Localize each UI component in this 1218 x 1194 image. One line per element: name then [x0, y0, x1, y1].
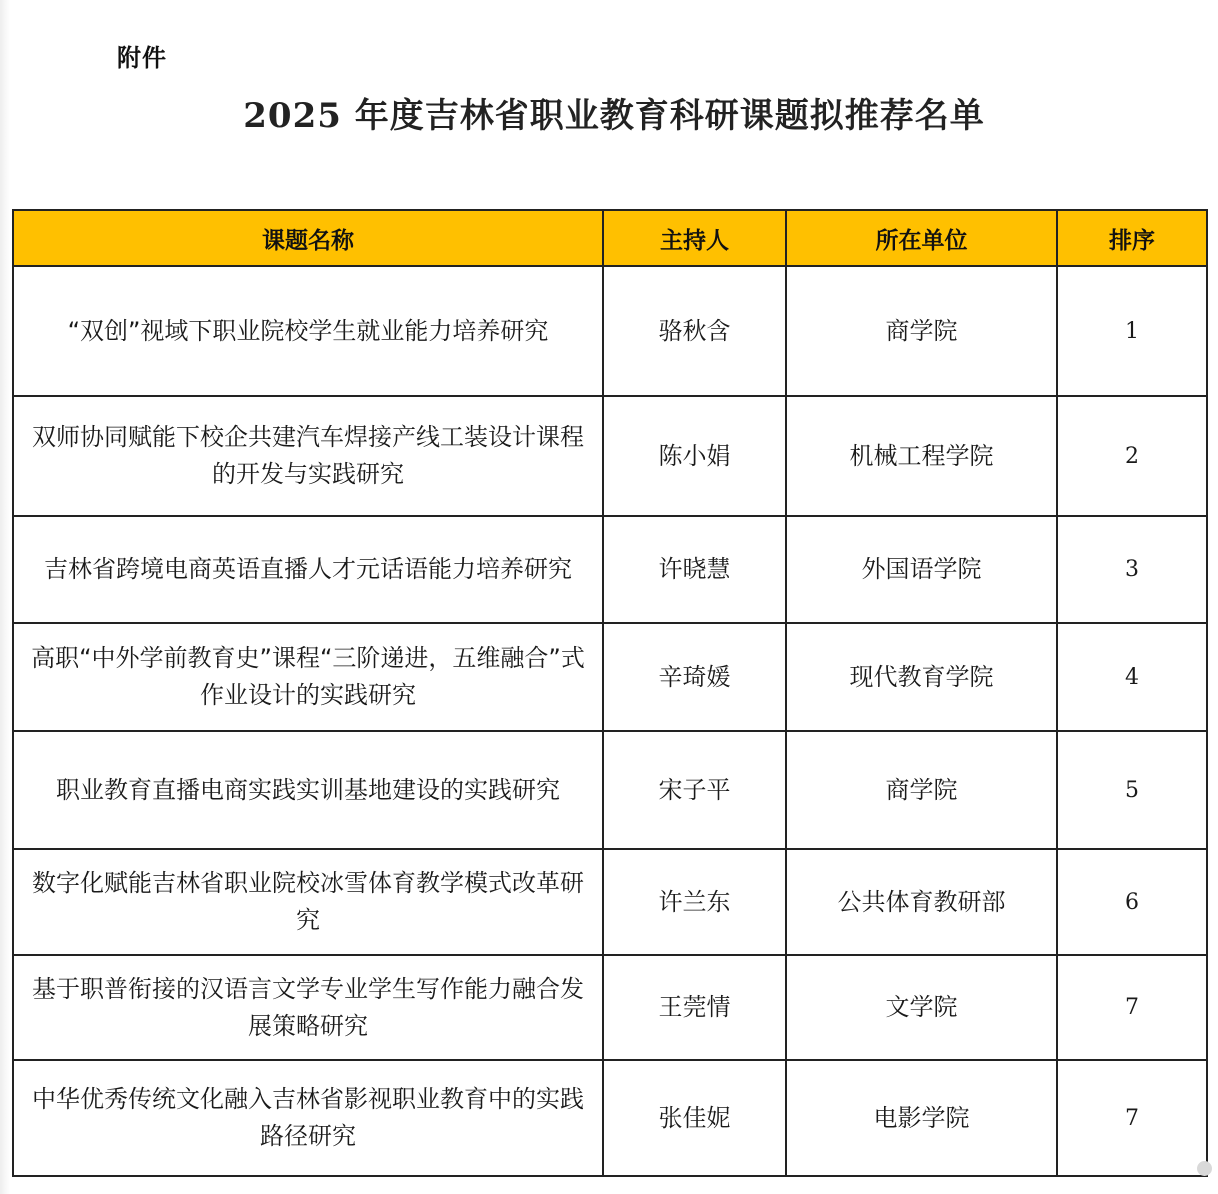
rank-cell: 7 [1057, 955, 1207, 1060]
host-cell: 宋子平 [603, 731, 786, 849]
topic-cell: 职业教育直播电商实践实训基地建设的实践研究 [13, 731, 603, 849]
table-row [13, 849, 1207, 955]
rank-cell: 5 [1057, 731, 1207, 849]
host-cell: 许兰东 [603, 849, 786, 955]
document-title: 2025 年度吉林省职业教育科研课题拟推荐名单 [243, 96, 985, 136]
unit-cell: 公共体育教研部 [786, 849, 1057, 955]
table-row [13, 623, 1207, 731]
rank-cell: 1 [1057, 266, 1207, 396]
host-cell: 骆秋含 [603, 266, 786, 396]
header-host: 主持人 [603, 210, 786, 266]
host-cell: 陈小娟 [603, 396, 786, 516]
unit-cell: 机械工程学院 [786, 396, 1057, 516]
scroll-handle[interactable] [1197, 1161, 1212, 1176]
header-unit: 所在单位 [786, 210, 1057, 266]
topic-cell: 吉林省跨境电商英语直播人才元话语能力培养研究 [13, 516, 603, 623]
unit-cell: 商学院 [786, 266, 1057, 396]
topic-cell: 中华优秀传统文化融入吉林省影视职业教育中的实践路径研究 [13, 1060, 603, 1176]
topic-cell: 数字化赋能吉林省职业院校冰雪体育教学模式改革研究 [13, 849, 603, 955]
rank-cell: 7 [1057, 1060, 1207, 1176]
table-row [13, 266, 1207, 396]
host-cell: 许晓慧 [603, 516, 786, 623]
header-rank: 排序 [1057, 210, 1207, 266]
rank-cell: 4 [1057, 623, 1207, 731]
page-edge-shadow [0, 0, 10, 1194]
rank-cell: 2 [1057, 396, 1207, 516]
rank-cell: 6 [1057, 849, 1207, 955]
unit-cell: 电影学院 [786, 1060, 1057, 1176]
table-header-row [13, 210, 1207, 266]
table-row [13, 396, 1207, 516]
table-row [13, 731, 1207, 849]
host-cell: 张佳妮 [603, 1060, 786, 1176]
recommendation-table [12, 209, 1208, 1177]
topic-cell: 基于职普衔接的汉语言文学专业学生写作能力融合发展策略研究 [13, 955, 603, 1060]
host-cell: 王莞情 [603, 955, 786, 1060]
topic-cell: “双创”视域下职业院校学生就业能力培养研究 [13, 266, 603, 396]
table-row [13, 955, 1207, 1060]
header-topic: 课题名称 [13, 210, 603, 266]
rank-cell: 3 [1057, 516, 1207, 623]
unit-cell: 商学院 [786, 731, 1057, 849]
topic-cell: 高职“中外学前教育史”课程“三阶递进，五维融合”式作业设计的实践研究 [13, 623, 603, 731]
unit-cell: 文学院 [786, 955, 1057, 1060]
attachment-label: 附件 [117, 44, 167, 72]
table-row [13, 516, 1207, 623]
topic-cell: 双师协同赋能下校企共建汽车焊接产线工装设计课程的开发与实践研究 [13, 396, 603, 516]
host-cell: 辛琦媛 [603, 623, 786, 731]
unit-cell: 现代教育学院 [786, 623, 1057, 731]
table-row [13, 1060, 1207, 1176]
unit-cell: 外国语学院 [786, 516, 1057, 623]
